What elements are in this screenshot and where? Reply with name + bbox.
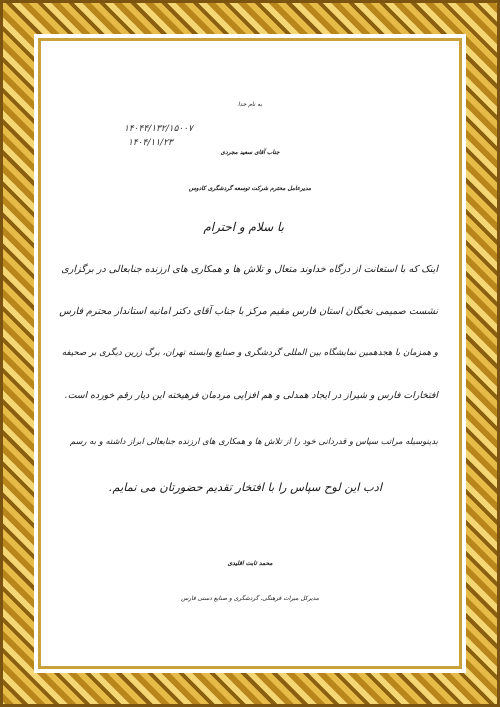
body-line: افتخارات فارس و شیراز در ایجاد همدلی و هم افزایی مردمان فرهیخته این دیار رقم خورده است. bbox=[64, 390, 438, 401]
greeting-text: با سلام و احترام bbox=[203, 220, 284, 234]
body-line: بدینوسیله مراتب سپاس و قدردانی خود را از تلاش ها و همکاری های ارزنده جنابعالی ابراز داشته و به رسم bbox=[69, 436, 438, 446]
body-line: اینک که با استعانت از درگاه خداوند متعال و تلاش ها و همکاری های ارزنده جنابعالی در برگزاری bbox=[61, 264, 438, 275]
invocation-text: به نام خدا bbox=[238, 102, 262, 108]
recipient-title: مدیرعامل محترم شرکت توسعه گردشگری کادوس bbox=[188, 186, 312, 192]
recipient-name: جناب آقای سعید مجردی bbox=[220, 150, 280, 156]
reference-number: ۱۴۰۴۴/۱۳۲/۱۵۰۰۷ bbox=[124, 124, 193, 134]
letter-date: ۱۴۰۴/۱۱/۲۳ bbox=[128, 138, 173, 148]
body-line: ادب این لوح سپاس را با افتخار تقدیم حضورتان می نمایم. bbox=[108, 480, 382, 494]
body-line: نشست صمیمی نخبگان استان فارس مقیم مرکز با جناب آقای دکتر امانیه استاندار محترم فارس bbox=[59, 306, 438, 317]
body-line: و همزمان با هجدهمین نمایشگاه بین المللی گردشگری و صنایع وابسته تهران، برگ زرین دیگری بر صحیفه bbox=[61, 348, 438, 358]
signatory-title: مدیرکل میراث فرهنگی، گردشگری و صنایع دستی فارس bbox=[181, 596, 319, 602]
signatory-name: محمد ثابت اقلیدی bbox=[227, 560, 273, 567]
certificate-paper bbox=[48, 50, 452, 658]
